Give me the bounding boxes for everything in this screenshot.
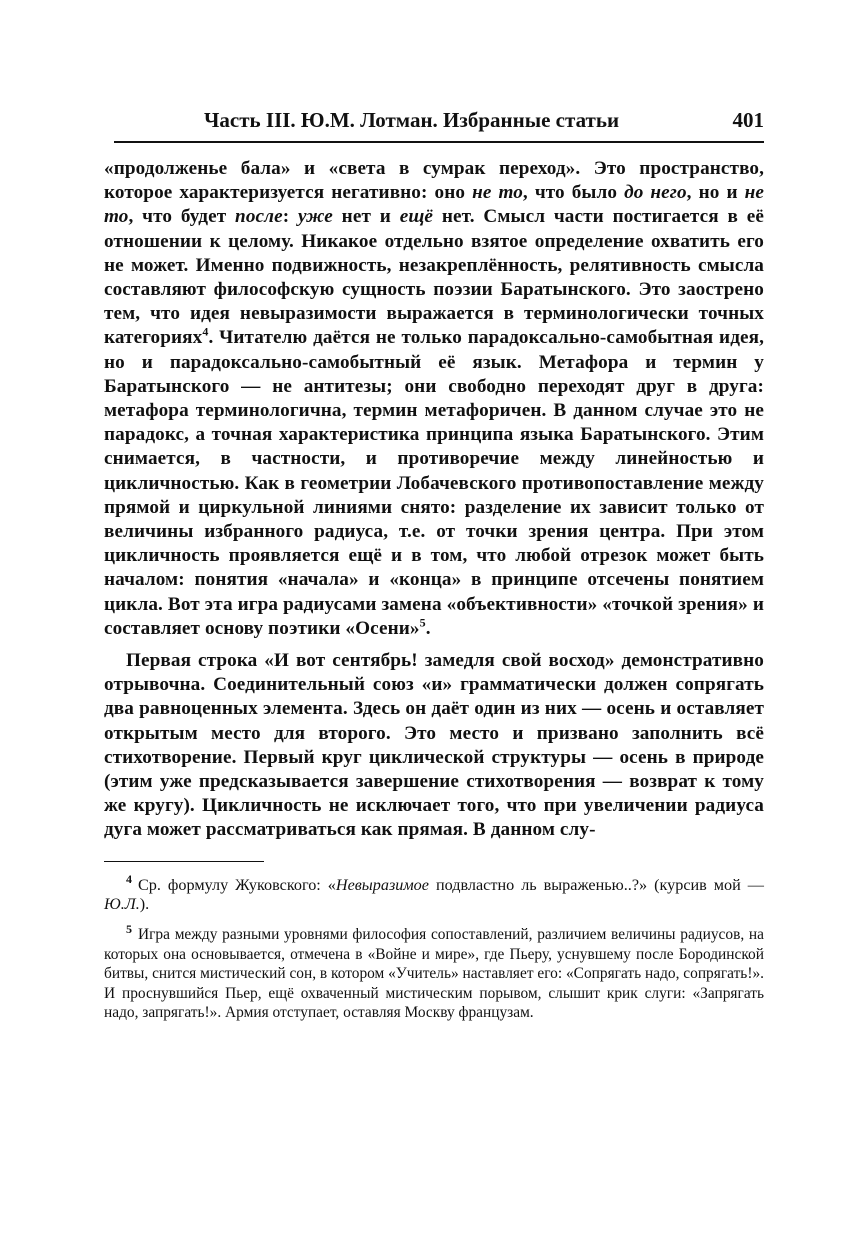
text-run: . Читателю даётся не только парадоксально-самобытная идея, но и парадоксально-самобытный её язык. Метафора и термин у Баратынского — не антитезы; они свободно переходят друг в друга: метафора терминологична, термин метафоричен. В данном случае это не парадокс, а точная характеристика принципа языка Баратынского. Этим снимается, в частности, и противоречие между линейностью и цикличностью. Как в геометрии Лобачевского противопоставление между прямой и циркульной линиями снято: разделение их зависит только от величины избранного радиуса, т.е. от точки зрения центра. При этом цикличность проявляется ещё и в том, что любой отрезок может быть началом: понятия «начала» и «конца» в принципе отсечены понятием цикла. Вот эта игра радиусами замена «объективности» «точкой зрения» и составляет основу поэтики «Осени» [104,327,764,639]
italic-run: ещё [399,206,434,228]
paragraph-1 [104,157,764,641]
text-run: нет. Смысл части постигается в её отношении к целому. Никакое отдельно взятое определение охватить его не может. Именно подвижность, незакреплённость, релятивность смысла составляют философскую сущность поэзии Баратынского. Это заострено тем, что идея невыразимости выражается в терминологически точных категориях [104,206,764,349]
italic-run: Ю.Л. [104,895,140,914]
italic-run: не то [472,182,523,204]
header-rule [114,141,764,143]
italic-run: после [235,206,283,228]
text-run: Игра между разными уровнями философия сопоставлений, различием величины радиусов, на которых она основывается, отмечена в «Войне и мире», где Пьеру, уснувшему после Бородинской битвы, снится мистический сон, в котором «Учитель» наставляет его: «Сопрягать надо, сопрягать!». И проснувшийся Пьер, ещё охваченный мистическим порывом, слышит крик слуги: «Запрягать надо, запрягать!». Армия отступает, оставляя Москву французам. [104,926,764,1021]
text-run: . [425,617,431,639]
text-run: нет и [332,206,400,228]
italic-run: Невыразимое [335,875,429,894]
main-text [104,157,764,843]
footnote-ref-4: 4 [202,325,209,340]
book-page [104,96,764,1032]
footnote-ref-5: 5 [419,615,426,630]
page-number: 401 [732,108,764,132]
text-run: ). [139,895,150,914]
footnotes [104,872,764,1023]
text-run: : [282,206,298,228]
text-run: , что будет [128,206,236,228]
footnote-4 [104,872,764,916]
text-run: подвластно ль выраженью..?» (курсив мой — [428,875,764,894]
text-run: «продолженье бала» и «света в сумрак переход». Это пространство, которое характеризуется негативно: оно [104,158,764,204]
footnote-5 [104,922,764,1022]
italic-run: не то [104,182,764,228]
text-run: , что было [522,182,625,204]
footnote-number: 5 [126,922,132,937]
running-header [104,96,764,139]
footnote-number: 4 [126,872,132,887]
paragraph-2: Первая строка «И вот сентябрь! замедля свой восход» демонстративно отрывочна. Соединительный союз «и» грамматически должен сопрягать два равноценных элемента. Здесь он даёт один из них — осень и оставляет открытым место для второго. Это место и призвано заполнить всё стихотворение. Первый круг циклической структуры — осень в природе (этим уже предсказывается завершение стихотворения — возврат к тому же кругу). Цикличность не исключает того, что при увеличении радиуса дуга может рассматриваться как прямая. В данном слу- [104,650,764,841]
text-run: , но и [686,182,745,204]
italic-run: до него [624,182,687,204]
footnote-rule [104,861,264,862]
text-run: Ср. формулу Жуковского: « [138,875,336,894]
running-title: Часть III. Ю.М. Лотман. Избранные статьи [204,108,620,132]
italic-run: уже [298,206,333,228]
